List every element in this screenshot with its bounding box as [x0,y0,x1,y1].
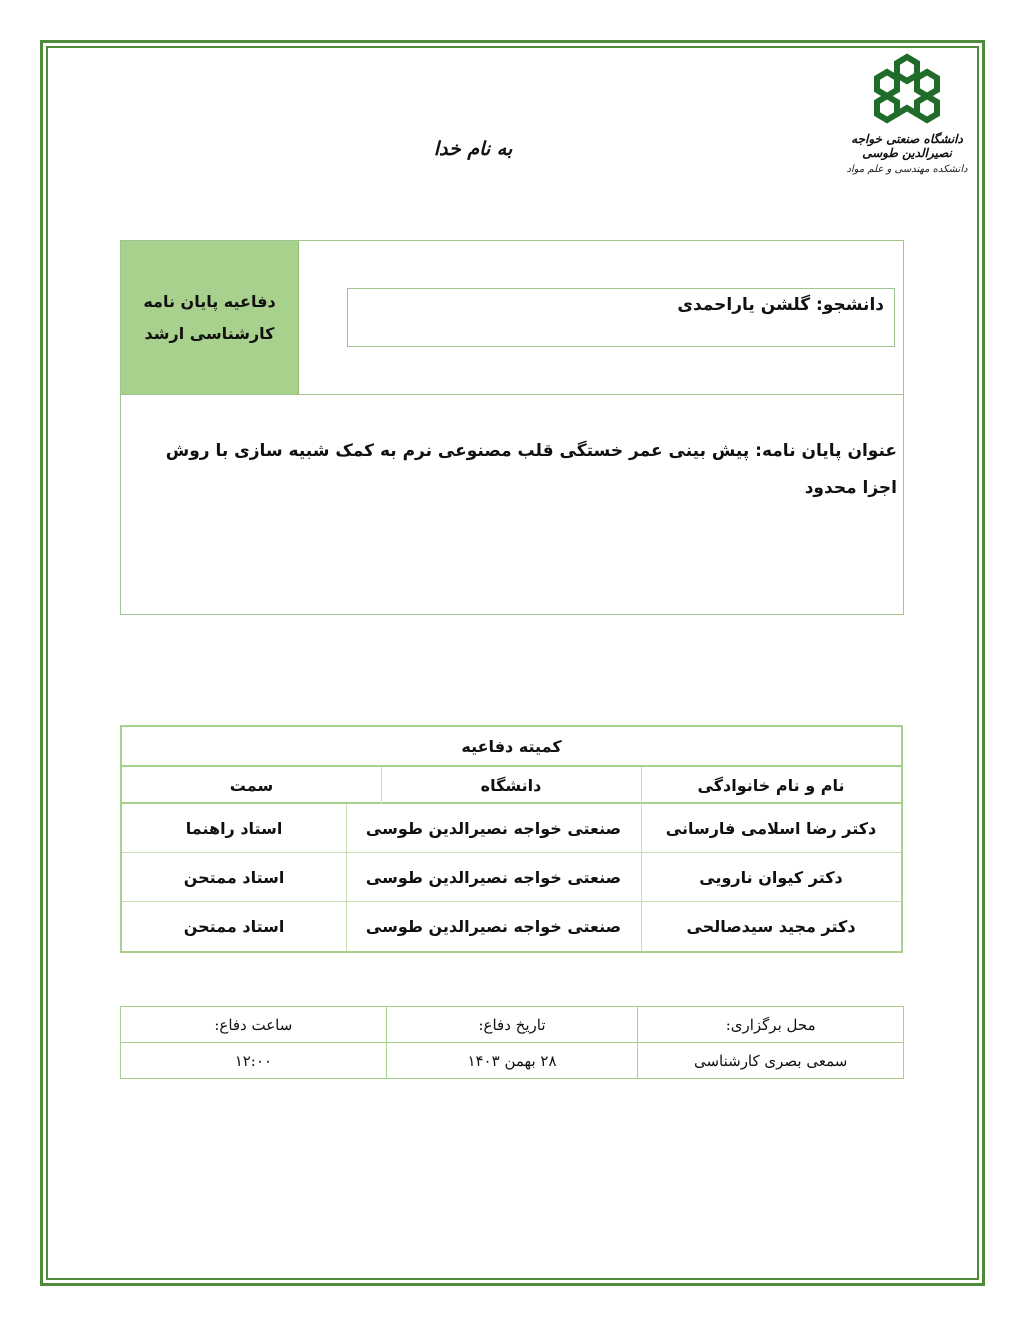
defense-type-line2: کارشناسی ارشد [144,323,275,343]
defense-committee-table [120,725,903,953]
page-border-inner [46,46,979,1280]
logo-university-name: دانشگاه صنعتی خواجه نصیرالدین طوسی [851,132,963,160]
defense-value-row [121,1043,904,1079]
member-name: دکتر رضا اسلامی فارسانی [665,819,877,838]
table-row [122,804,901,853]
member-university: صنعتی خواجه نصیرالدین طوسی [365,868,622,887]
date-value: ۲۸ بهمن ۱۴۰۳ [386,1043,638,1079]
header-role: سمت [229,776,274,795]
header-name: نام و نام خانوادگی [697,776,845,795]
thesis-info-box [120,240,904,615]
column-divider [641,804,642,853]
member-role: استاد راهنما [185,819,283,838]
column-divider [346,804,347,853]
defense-header-row [121,1007,904,1043]
header-university: دانشگاه [480,776,542,795]
defense-type-line1: دفاعیه پایان نامه [143,291,276,311]
member-university: صنعتی خواجه نصیرالدین طوسی [365,819,622,838]
kntu-emblem-icon [867,52,947,128]
column-divider [381,767,382,804]
table-row [122,902,901,951]
student-name-field: دانشجو: گلشن یاراحمدی [347,288,895,347]
member-name: دکتر کیوان نارویی [699,868,843,887]
venue-value: سمعی بصری کارشناسی [638,1043,904,1079]
member-university: صنعتی خواجه نصیرالدین طوسی [365,917,622,936]
member-name: دکتر مجید سیدصالحی [686,917,856,936]
info-divider [299,394,903,395]
committee-header-row [122,767,901,804]
committee-body [122,804,901,951]
defense-type-label [121,241,299,395]
member-role: استاد ممتحن [183,917,285,936]
table-row [122,853,901,902]
committee-caption: کمیته دفاعیه [122,727,901,767]
time-label: ساعت دفاع: [121,1007,387,1043]
column-divider [346,902,347,951]
column-divider [641,767,642,804]
thesis-title: عنوان پایان نامه: پیش بینی عمر خستگی قلب مصنوعی نرم به کمک شبیه سازی با روش اجزا محدود [165,441,897,498]
date-label: تاریخ دفاع: [386,1007,638,1043]
time-value: ۱۲:۰۰ [121,1043,387,1079]
venue-label: محل برگزاری: [638,1007,904,1043]
column-divider [641,902,642,951]
university-logo [838,52,976,192]
logo-faculty-name: دانشکده مهندسی و علم مواد [846,164,968,175]
member-role: استاد ممتحن [183,868,285,887]
basmala-heading: به نام خدا [433,138,513,160]
column-divider [641,853,642,902]
column-divider [346,853,347,902]
defense-details-table [120,1006,904,1079]
